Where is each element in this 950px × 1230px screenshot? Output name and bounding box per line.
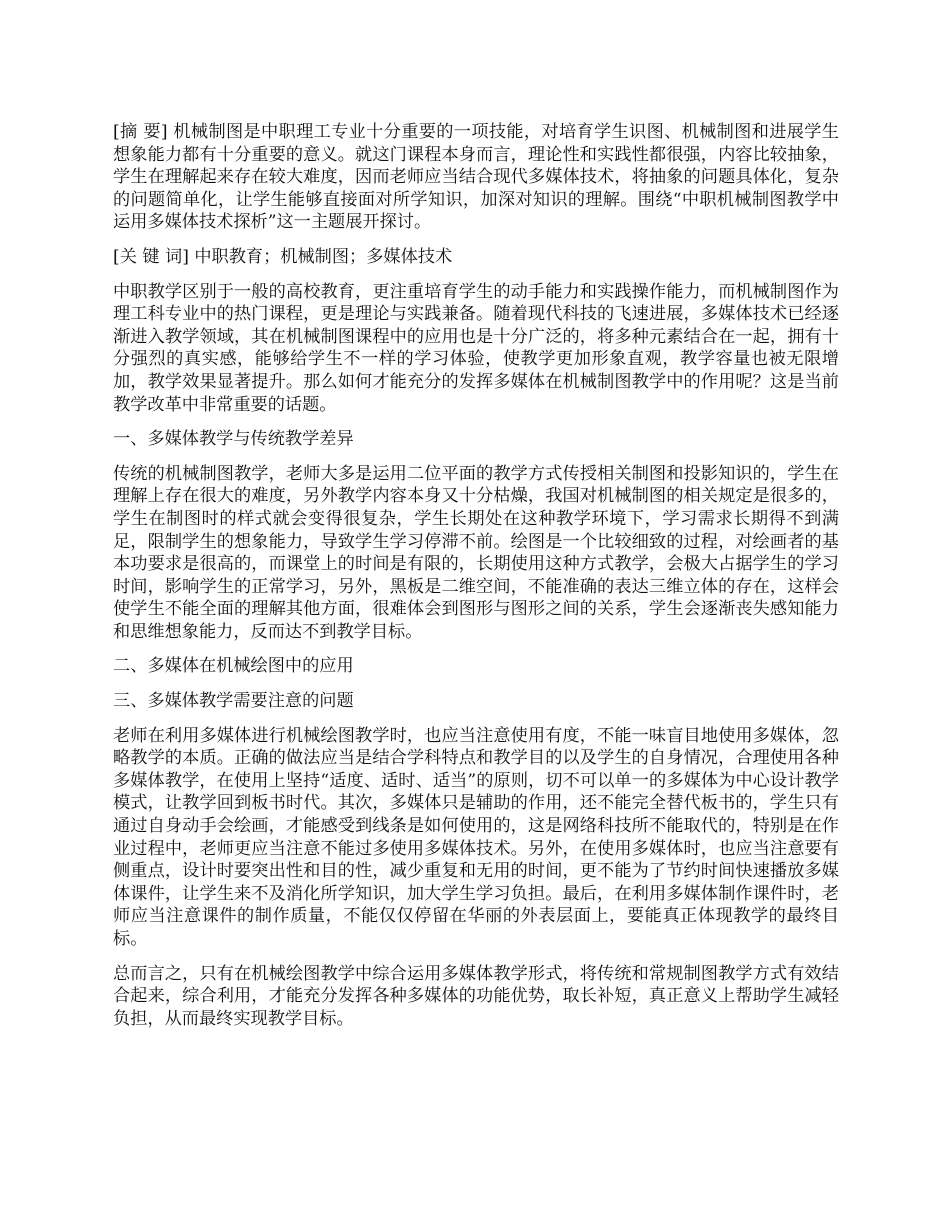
intro-paragraph: 中职教学区别于一般的高校教育，更注重培育学生的动手能力和实践操作能力，而机械制图作为理工科专业中的热门课程，更是理论与实践兼备。随着现代科技的飞速进展，多媒体技术已经逐渐进入教学领域，其在机械制图课程中的应用也是十分广泛的，将多种元素结合在一起，拥有十分强烈的真实感，能够给学生不一样的学习体验，使教学更加形象直观，教学容量也被无限增加，教学效果显著提升。那么如何才能充分的发挥多媒体在机械制图教学中的作用呢？这是当前教学改革中非常重要的话题。 <box>113 281 839 415</box>
section-1-paragraph: 传统的机械制图教学，老师大多是运用二位平面的教学方式传授相关制图和投影知识的，学生在理解上存在很大的难度，另外教学内容本身又十分枯燥，我国对机械制图的相关规定是很多的，学生在制图时的样式就会变得很复杂，学生长期处在这种教学环境下，学习需求长期得不到满足，限制学生的想象能力，导致学生学习停滞不前。绘图是一个比较细致的过程，对绘画者的基本功要求是很高的，而课堂上的时间是有限的，长期使用这种方式教学，会极大占据学生的学习时间，影响学生的正常学习，另外，黑板是二维空间，不能准确的表达三维立体的存在，这样会使学生不能全面的理解其他方面，很难体会到图形与图形之间的关系，学生会逐渐丧失感知能力和思维想象能力，反而达不到教学目标。 <box>113 463 839 642</box>
document-body <box>113 121 839 1042</box>
section-3-paragraph: 老师在利用多媒体进行机械绘图教学时，也应当注意使用有度，不能一味盲目地使用多媒体，忽略教学的本质。正确的做法应当是结合学科特点和教学目的以及学生的自身情况，合理使用各种多媒体教学，在使用上坚持“适度、适时、适当”的原则，切不可以单一的多媒体为中心设计教学模式，让教学回到板书时代。其次，多媒体只是辅助的作用，还不能完全替代板书的，学生只有通过自身动手会绘画，才能感受到线条是如何使用的，这是网络科技所不能取代的，特别是在作业过程中，老师更应当注意不能过多使用多媒体技术。另外，在使用多媒体时，也应当注意要有侧重点，设计时要突出性和目的性，减少重复和无用的时间，更不能为了节约时间快速播放多媒体课件，让学生来不及消化所学知识，加大学生学习负担。最后，在利用多媒体制作课件时，老师应当注意课件的制作质量，不能仅仅停留在华丽的外表层面上，要能真正体现教学的最终目标。 <box>113 725 839 949</box>
section-heading-1: 一、多媒体教学与传统教学差异 <box>113 429 354 450</box>
keywords-line: [关 键 词] 中职教育；机械制图；多媒体技术 <box>113 246 453 267</box>
section-heading-2: 二、多媒体在机械绘图中的应用 <box>113 656 354 677</box>
conclusion-paragraph: 总而言之，只有在机械绘图教学中综合运用多媒体教学形式，将传统和常规制图教学方式有效结合起来，综合利用，才能充分发挥各种多媒体的功能优势，取长补短，真正意义上帮助学生减轻负担，从而最终实现教学目标。 <box>113 963 839 1029</box>
section-heading-3: 三、多媒体教学需要注意的问题 <box>113 691 354 712</box>
abstract-paragraph: [摘 要] 机械制图是中职理工专业十分重要的一项技能，对培育学生识图、机械制图和进展学生想象能力都有十分重要的意义。就这门课程本身而言，理论性和实践性都很强，内容比较抽象，学生在理解起来存在较大难度，因而老师应当结合现代多媒体技术，将抽象的问题具体化，复杂的问题简单化，让学生能够直接面对所学知识，加深对知识的理解。围绕“中职机械制图教学中运用多媒体技术探析”这一主题展开探讨。 <box>113 122 839 233</box>
